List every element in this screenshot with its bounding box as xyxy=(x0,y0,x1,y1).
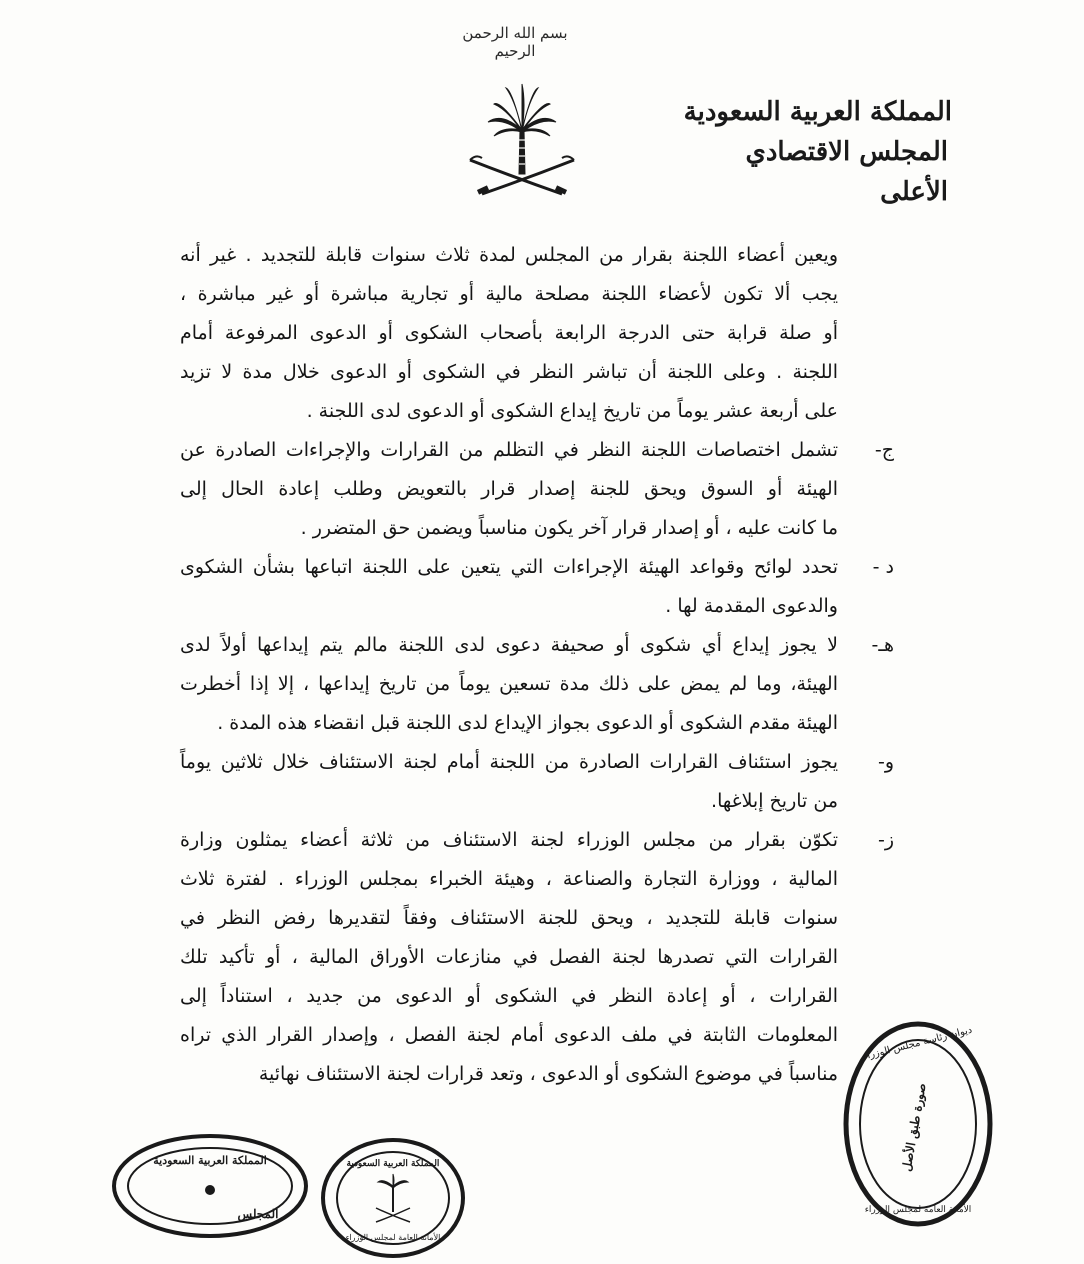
text-line: ويعين أعضاء اللجنة بقرار من المجلس لمدة ثلاث سنوات قابلة للتجديد . غير أنه xyxy=(180,244,838,266)
clause-dal xyxy=(180,548,894,626)
text-line: سنوات قابلة للتجديد ، ويحق للجنة الاستئناف وفقاً لتقديرها رفض النظر في xyxy=(180,907,838,929)
official-seal-stamp-left xyxy=(108,1130,312,1242)
clause-marker: ز- xyxy=(877,829,894,851)
document-body xyxy=(180,236,894,1094)
text-line: الهيئة أو السوق ويحق للجنة إصدار قرار بالتعويض وطلب إعادة الحال إلى xyxy=(180,478,838,500)
stamp-text: صورة طبق الأصل xyxy=(899,1082,929,1173)
stamp-emblem-icon xyxy=(376,1174,410,1222)
text-line: والدعوى المقدمة لها . xyxy=(665,595,838,617)
clause-zay xyxy=(180,821,894,1094)
stamp-text: ديوان رئاسة مجلس الوزراء xyxy=(861,1024,974,1063)
clause-marker: و- xyxy=(877,751,894,773)
letterhead-line-1: المملكة العربية السعودية xyxy=(683,97,952,127)
stamp-text: الأمانة العامة لمجلس الوزراء xyxy=(345,1233,441,1242)
basmala: بسم الله الرحمن الرحيم xyxy=(462,24,568,60)
text-line: القرارات ، أو إعادة النظر في الشكوى أو الدعوى من جديد ، استناداً إلى xyxy=(180,985,838,1007)
text-line: من تاريخ إبلاغها. xyxy=(711,790,838,812)
text-line: الهيئة، وما لم يمض على ذلك مدة تسعين يوماً من تاريخ إيداعها ، إلا إذا أخطرت xyxy=(180,673,838,695)
text-line: القرارات التي تصدرها لجنة الفصل في منازعات الأوراق المالية ، أو تأكيد تلك xyxy=(180,946,838,968)
stamp-text: المملكة العربية السعودية xyxy=(346,1159,440,1169)
official-seal-stamp-center xyxy=(318,1136,468,1260)
letterhead-line-2: المجلس الاقتصادي الأعلى xyxy=(745,137,948,207)
stamp-text: المملكة العربية السعودية xyxy=(153,1154,267,1167)
text-line: الهيئة مقدم الشكوى أو الدعوى بجواز الإيداع لدى اللجنة قبل انقضاء هذه المدة . xyxy=(217,712,838,734)
text-line: ما كانت عليه ، أو إصدار قرار آخر يكون مناسباً ويضمن حق المتضرر . xyxy=(300,517,838,539)
text-line: المعلومات الثابتة في ملف الدعوى أمام لجنة الفصل ، وإصدار القرار الذي تراه xyxy=(180,1024,838,1046)
text-line: تحدد لوائح وقواعد الهيئة الإجراءات التي يتعين على اللجنة اتباعها بشأن الشكوى xyxy=(180,556,838,578)
text-line: على أربعة عشر يوماً من تاريخ إيداع الشكوى أو الدعوى لدى اللجنة . xyxy=(306,400,838,422)
clause-jeem xyxy=(180,431,894,548)
text-line: اللجنة . وعلى اللجنة أن تباشر النظر في الشكوى أو الدعوى خلال مدة لا تزيد xyxy=(180,361,838,383)
text-line: تكوّن بقرار من مجلس الوزراء لجنة الاستئناف من ثلاثة أعضاء يمثلون وزارة xyxy=(180,829,838,851)
stamp-text: الأمانة العامة لمجلس الوزراء xyxy=(864,1205,972,1215)
text-line: يجوز استئناف القرارات الصادرة من اللجنة أمام لجنة الاستئناف خلال ثلاثين يوماً xyxy=(180,751,838,773)
text-line: لا يجوز إيداع أي شكوى أو صحيفة دعوى لدى اللجنة مالم يتم إيداعها أولاً لدى xyxy=(180,634,838,656)
stamp-text: المجلس xyxy=(237,1207,279,1221)
official-seal-stamp-right xyxy=(838,1016,998,1232)
letterhead xyxy=(672,92,952,212)
clause-marker: ج- xyxy=(874,439,894,461)
stamp-emblem-icon xyxy=(205,1185,215,1195)
clause-waw xyxy=(180,743,894,821)
text-line: يجب ألا تكون لأعضاء اللجنة مصلحة مالية أو تجارية مباشرة أو غير مباشرة ، xyxy=(180,283,838,305)
clause-ha xyxy=(180,626,894,743)
saudi-emblem-icon xyxy=(466,82,578,200)
clause-marker: هـ- xyxy=(871,634,894,656)
clause-marker: د - xyxy=(872,556,894,578)
text-line: أو صلة قرابة حتى الدرجة الرابعة بأصحاب الشكوى أو الدعوى المرفوعة أمام xyxy=(180,322,838,344)
intro-paragraph xyxy=(180,236,894,431)
text-line: تشمل اختصاصات اللجنة النظر في التظلم من القرارات والإجراءات الصادرة عن xyxy=(180,439,838,461)
text-line: المالية ، ووزارة التجارة والصناعة ، وهيئة الخبراء بمجلس الوزراء . لفترة ثلاث xyxy=(180,868,838,890)
text-line: مناسباً في موضوع الشكوى أو الدعوى ، وتعد قرارات لجنة الاستئناف نهائية xyxy=(258,1063,838,1085)
